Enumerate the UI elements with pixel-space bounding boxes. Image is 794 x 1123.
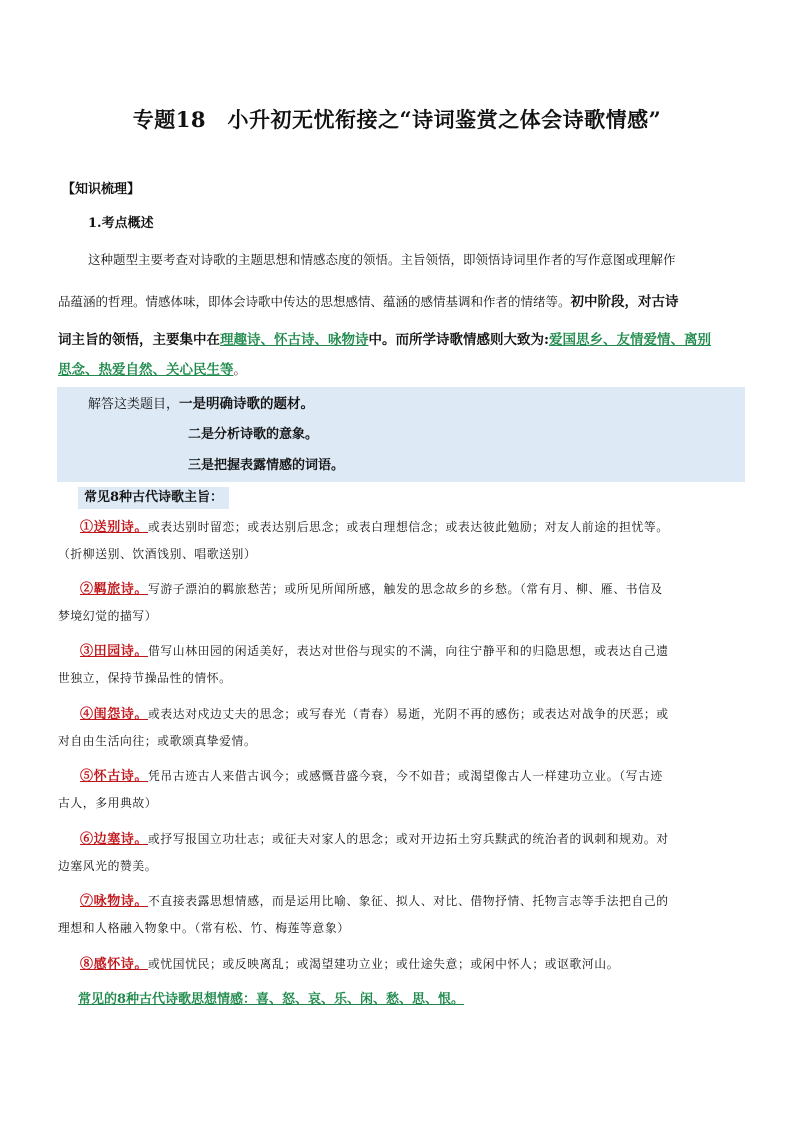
intro-text-1: 这种题型主要考查对诗歌的主题思想和情感态度的领悟。主旨领悟，即领悟诗词里作者的写作意图或理解作 bbox=[88, 252, 676, 267]
answer-step-1-text: 一是明确诗歌的题材。 bbox=[179, 396, 315, 412]
theme-item-3 bbox=[58, 638, 748, 692]
theme-text-1b: （折柳送别、饮酒饯别、唱歌送别） bbox=[58, 547, 257, 561]
theme-text-6b: 边塞风光的赞美。 bbox=[58, 859, 158, 873]
theme-text-7: 不直接表露思想情感，而是运用比喻、象征、拟人、对比、借物抒情、托物言志等手法把自己的 bbox=[148, 894, 669, 908]
intro-text-3b: 中。 bbox=[368, 332, 396, 348]
themes-header: 常见8种古代诗歌主旨： bbox=[78, 487, 229, 509]
intro-green-2: 爱国思乡、友情爱情、离别 bbox=[548, 332, 711, 348]
theme-text-3b: 世独立，保持节操品性的情怀。 bbox=[58, 671, 232, 685]
theme-text-3: 借写山林田园的闲适美好，表达对世俗与现实的不满，向往宁静平和的归隐思想，或表达自己遗 bbox=[148, 644, 669, 658]
answer-step-1 bbox=[88, 394, 314, 415]
intro-green-1: 理趣诗、怀古诗、咏物诗 bbox=[220, 332, 369, 348]
theme-label-8: ⑧感怀诗。 bbox=[80, 957, 149, 972]
emotions-summary: 常见的8种古代诗歌思想情感：喜、怒、哀、乐、闲、愁、思、恨。 bbox=[78, 992, 465, 1007]
intro-text-3a: 词主旨的领悟，主要集中在 bbox=[58, 332, 220, 348]
theme-label-2: ②羁旅诗。 bbox=[80, 582, 149, 597]
intro-text-2a: 品蕴涵的哲理。情感体味，即体会诗歌中传达的思想感情、蕴涵的感情基调和作者的情绪等。 bbox=[58, 294, 571, 309]
intro-text-3c: 而所学诗歌情感则大致为: bbox=[395, 332, 549, 348]
page-title: 专题18 小升初无忧衔接之“诗词鉴赏之体会诗歌情感” bbox=[132, 107, 662, 132]
theme-text-6: 或抒写报国立功壮志；或征夫对家人的思念；或对开边拓土穷兵黩武的统治者的讽刺和规劝。对 bbox=[148, 832, 669, 846]
theme-text-2: 写游子漂泊的羁旅愁苦；或所见所闻所感，触发的思念故乡的乡愁。（常有月、柳、雁、书信及 bbox=[148, 582, 663, 596]
answer-step-2: 二是分析诗歌的意象。 bbox=[188, 427, 319, 442]
answer-step-3: 三是把握表露情感的词语。 bbox=[188, 458, 345, 473]
answer-step-1-lead: 解答这类题目， bbox=[88, 397, 180, 412]
theme-text-1: 或表达别时留恋；或表达别后思念；或表白理想信念；或表达彼此勉励；对友人前途的担忧等。 bbox=[148, 520, 669, 534]
theme-text-5: 凭吊古迹古人来借古讽今；或感慨昔盛今衰，今不如昔；或渴望像古人一样建功立业。（写古迹 bbox=[148, 769, 663, 783]
answer-steps-box bbox=[57, 387, 745, 482]
theme-item-5 bbox=[58, 763, 748, 817]
intro-green-3: 思念、热爱自然、关心民生等 bbox=[58, 362, 234, 378]
intro-line-2 bbox=[58, 292, 748, 312]
theme-text-4: 或表达对戍边丈夫的思念；或写春光（青春）易逝，光阴不再的感伤；或表达对战争的厌恶；或 bbox=[148, 707, 669, 721]
theme-label-6: ⑥边塞诗。 bbox=[80, 832, 149, 847]
theme-label-3: ③田园诗。 bbox=[80, 644, 149, 659]
theme-text-7b: 理想和人格融入物象中。（常有松、竹、梅莲等意象） bbox=[58, 921, 350, 935]
theme-item-2 bbox=[58, 576, 748, 630]
intro-text-2b: 初中阶段，对古诗 bbox=[570, 294, 679, 310]
theme-label-5: ⑤怀古诗。 bbox=[80, 769, 149, 784]
sub-heading: 1.考点概述 bbox=[88, 216, 154, 231]
theme-item-8 bbox=[58, 951, 748, 978]
theme-label-7: ⑦咏物诗。 bbox=[80, 894, 149, 909]
theme-item-1 bbox=[58, 514, 748, 568]
section-heading: 【知识梳理】 bbox=[62, 182, 141, 197]
theme-text-2b: 梦境幻觉的描写） bbox=[58, 609, 158, 623]
theme-item-7 bbox=[58, 888, 748, 942]
intro-text-4: 。 bbox=[233, 362, 247, 377]
theme-text-5b: 古人，多用典故） bbox=[58, 796, 158, 810]
theme-label-1: ①送别诗。 bbox=[80, 520, 149, 535]
theme-item-6 bbox=[58, 826, 748, 880]
intro-line-4 bbox=[58, 360, 748, 380]
theme-item-4 bbox=[58, 701, 748, 755]
theme-text-4b: 对自由生活向往；或歌颂真挚爱情。 bbox=[58, 734, 257, 748]
intro-line-3 bbox=[58, 330, 748, 350]
intro-line-1 bbox=[88, 250, 748, 270]
theme-label-4: ④闺怨诗。 bbox=[80, 707, 149, 722]
theme-text-8: 或忧国忧民；或反映离乱；或渴望建功立业；或仕途失意；或闲中怀人；或讴歌河山。 bbox=[148, 957, 620, 971]
